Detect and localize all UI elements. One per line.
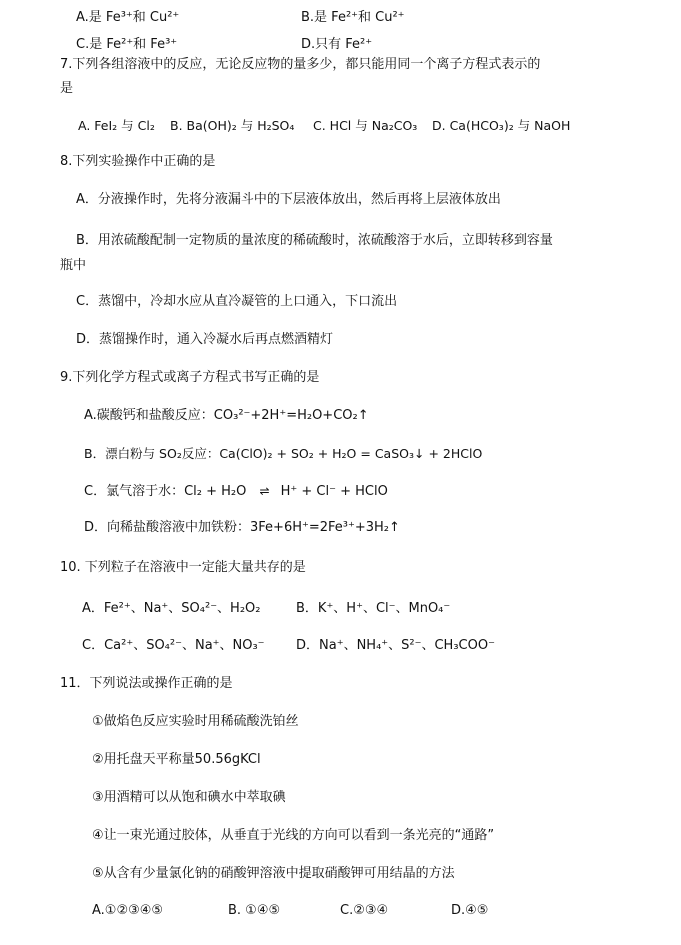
q10-option-a: A．Fe²⁺、Na⁺、SO₄²⁻、H₂O₂ — [82, 601, 261, 616]
q10-option-d: D．Na⁺、NH₄⁺、S²⁻、CH₃COO⁻ — [296, 638, 495, 653]
q6-option-d: D.只有 Fe²⁺ — [301, 37, 373, 52]
q9-option-c-reactants: C．氯气溶于水：Cl₂ + H₂O — [84, 484, 247, 499]
q8-option-b-line-2: 瓶中 — [60, 258, 87, 273]
q9-option-b: B．漂白粉与 SO₂反应：Ca(ClO)₂ + SO₂ + H₂O = CaSO₃↓ + 2HClO — [84, 446, 483, 461]
q11-stem: 11．下列说法或操作正确的是 — [60, 676, 233, 691]
q10-option-c: C．Ca²⁺、SO₄²⁻、Na⁺、NO₃⁻ — [82, 638, 265, 653]
q6-option-b: B.是 Fe²⁺和 Cu²⁺ — [301, 10, 405, 25]
q9-stem: 9.下列化学方程式或离子方程式书写正确的是 — [60, 370, 320, 385]
q11-statement-5: ⑤从含有少量氯化钠的硝酸钾溶液中提取硝酸钾可用结晶的方法 — [92, 866, 455, 881]
q9-option-d: D．向稀盐酸溶液中加铁粉：3Fe+6H⁺=2Fe³⁺+3H₂↑ — [84, 520, 400, 535]
q6-option-c: C.是 Fe²⁺和 Fe³⁺ — [76, 37, 178, 52]
q11-option-b: B. ①④⑤ — [228, 903, 281, 918]
q6-option-a: A.是 Fe³⁺和 Cu²⁺ — [76, 10, 180, 25]
q11-statement-2: ②用托盘天平称量50.56gKCl — [92, 752, 261, 767]
q7-stem-line-1: 7.下列各组溶液中的反应，无论反应物的量多少，都只能用同一个离子方程式表示的 — [60, 57, 541, 72]
q11-option-a: A.①②③④⑤ — [92, 903, 164, 918]
q7-option-a: A. FeI₂ 与 Cl₂ — [78, 118, 155, 133]
q9-option-c — [84, 482, 388, 501]
q8-option-b-line-1: B．用浓硫酸配制一定物质的量浓度的稀硫酸时，浓硫酸溶于水后，立即转移到容量 — [76, 233, 553, 248]
q10-stem: 10. 下列粒子在溶液中一定能大量共存的是 — [60, 560, 306, 575]
q7-stem-line-2: 是 — [60, 81, 74, 96]
q9-option-a: A.碳酸钙和盐酸反应：CO₃²⁻+2H⁺=H₂O+CO₂↑ — [84, 408, 369, 423]
reversible-arrow-icon: ⇌ — [259, 484, 268, 498]
q8-stem: 8.下列实验操作中正确的是 — [60, 154, 216, 169]
q8-option-d: D．蒸馏操作时，通入冷凝水后再点燃酒精灯 — [76, 332, 334, 347]
q10-option-b: B．K⁺、H⁺、Cl⁻、MnO₄⁻ — [296, 601, 451, 616]
q11-statement-1: ①做焰色反应实验时用稀硫酸洗铂丝 — [92, 714, 299, 729]
q11-option-d: D.④⑤ — [451, 903, 489, 918]
q8-option-a: A．分液操作时，先将分液漏斗中的下层液体放出，然后再将上层液体放出 — [76, 192, 501, 207]
q7-option-d: D. Ca(HCO₃)₂ 与 NaOH — [432, 118, 571, 133]
q7-option-b: B. Ba(OH)₂ 与 H₂SO₄ — [170, 118, 295, 133]
q9-option-c-products: H⁺ + Cl⁻ + HClO — [280, 484, 388, 499]
q11-statement-3: ③用酒精可以从饱和碘水中萃取碘 — [92, 790, 286, 805]
q11-option-c: C.②③④ — [340, 903, 389, 918]
q8-option-c: C．蒸馏中，冷却水应从直冷凝管的上口通入，下口流出 — [76, 294, 398, 309]
q11-statement-4: ④让一束光通过胶体，从垂直于光线的方向可以看到一条光亮的“通路” — [92, 828, 495, 843]
q7-option-c: C. HCl 与 Na₂CO₃ — [313, 118, 418, 133]
